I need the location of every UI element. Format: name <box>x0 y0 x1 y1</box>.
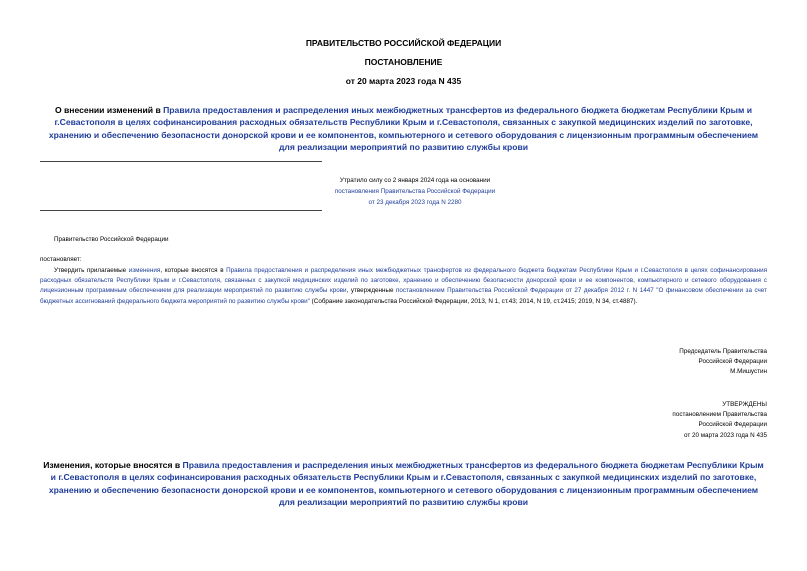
title-prefix: О внесении изменений в <box>54 105 164 115</box>
signature-org: Российской Федерации <box>698 358 767 366</box>
document-title <box>40 104 767 154</box>
paragraph-text: , утвержденные <box>346 287 397 295</box>
approved-by: постановлением Правительства <box>672 411 767 419</box>
signature-block <box>679 347 767 378</box>
changes-rules-link[interactable]: Правила предоставления и распределения иных межбюджетных трансфертов из федерального бюджета бюджетам Республики Крым и г.Севастополя в целях софинансирования расходных обязательств Республики Крым и г.Севастополя, связанных с закупкой медицинских изделий по заготовке, хранению и обеспечению безопасности донорской крови и ее компонентов, компьютерного и сетевого оборудования с лицензионным программным обеспечением для реализации мероприятий по развитию службы крови <box>48 460 764 508</box>
lost-force-decree-date-link[interactable]: от 23 декабря 2023 года N 2280 <box>368 199 462 206</box>
body-decides: постановляет: <box>40 256 82 263</box>
signature-name: М.Мишустин <box>730 368 767 376</box>
changes-heading <box>40 459 767 509</box>
signature-title: Председатель Правительства <box>679 348 767 355</box>
lost-force-note <box>220 175 610 208</box>
changes-prefix: Изменения, которые вносятся в <box>43 460 183 470</box>
paragraph-text: (Собрание законодательства Российской Федерации, 2013, N 1, ст.43; 2014, N 19, ст.2415; 2019, N 34, ст.4887). <box>309 297 638 305</box>
approved-label: УТВЕРЖДЕНЫ <box>722 401 767 408</box>
approved-date: от 20 марта 2023 года N 435 <box>683 431 767 439</box>
divider-top <box>40 161 322 162</box>
lost-force-line: Утратило силу со 2 января 2024 года на основании <box>339 177 491 184</box>
lost-force-decree-link[interactable]: постановления Правительства Российской Федерации <box>334 188 496 195</box>
approved-org: Российской Федерации <box>698 421 767 429</box>
resolution-paragraph <box>40 266 767 307</box>
government-heading: ПРАВИТЕЛЬСТВО РОССИЙСКОЙ ФЕДЕРАЦИИ <box>305 38 502 48</box>
body-government: Правительство Российской Федерации <box>54 236 169 243</box>
decree-1447-link[interactable]: постановлением Правительства Российской Федерации от 27 декабря 2012 г. N 1447 "О финансовом обеспечении за счет бюджетных ассигнований федерального бюджета мероприятий по развитию службы крови" <box>40 287 767 305</box>
doc-type-heading: ПОСТАНОВЛЕНИЕ <box>364 57 443 67</box>
title-rules-link[interactable]: Правила предоставления и распределения иных межбюджетных трансфертов из федерального бюджета бюджетам Республики Крым и г.Севастополя в целях софинансирования расходных обязательств Республики Крым и г.Севастополя, связанных с закупкой медицинских изделий по заготовке, хранению и обеспечению безопасности донорской крови и ее компонентов, компьютерного и сетевого оборудования с лицензионным программным обеспечением для реализации мероприятий по развитию службы крови <box>48 105 759 153</box>
paragraph-text: Утвердить прилагаемые <box>54 267 129 274</box>
date-number-heading: от 20 марта 2023 года N 435 <box>345 76 462 86</box>
divider-bottom <box>40 210 322 211</box>
rules-link[interactable]: Правила предоставления и распределения иных межбюджетных трансфертов из федерального бюджета бюджетам Республики Крым и г.Севастополя в целях софинансирования расходных обязательств Республики Крым и г.Севастополя, связанных с закупкой медицинских изделий по заготовке, хранению и обеспечению безопасности донорской крови и ее компонентов, компьютерного и сетевого оборудования с лицензионным программным обеспечением для реализации мероприятий по развитию службы крови <box>40 267 767 295</box>
approved-block <box>672 400 767 441</box>
paragraph-text: , которые вносятся в <box>160 267 227 274</box>
changes-link[interactable]: изменения <box>128 267 161 274</box>
